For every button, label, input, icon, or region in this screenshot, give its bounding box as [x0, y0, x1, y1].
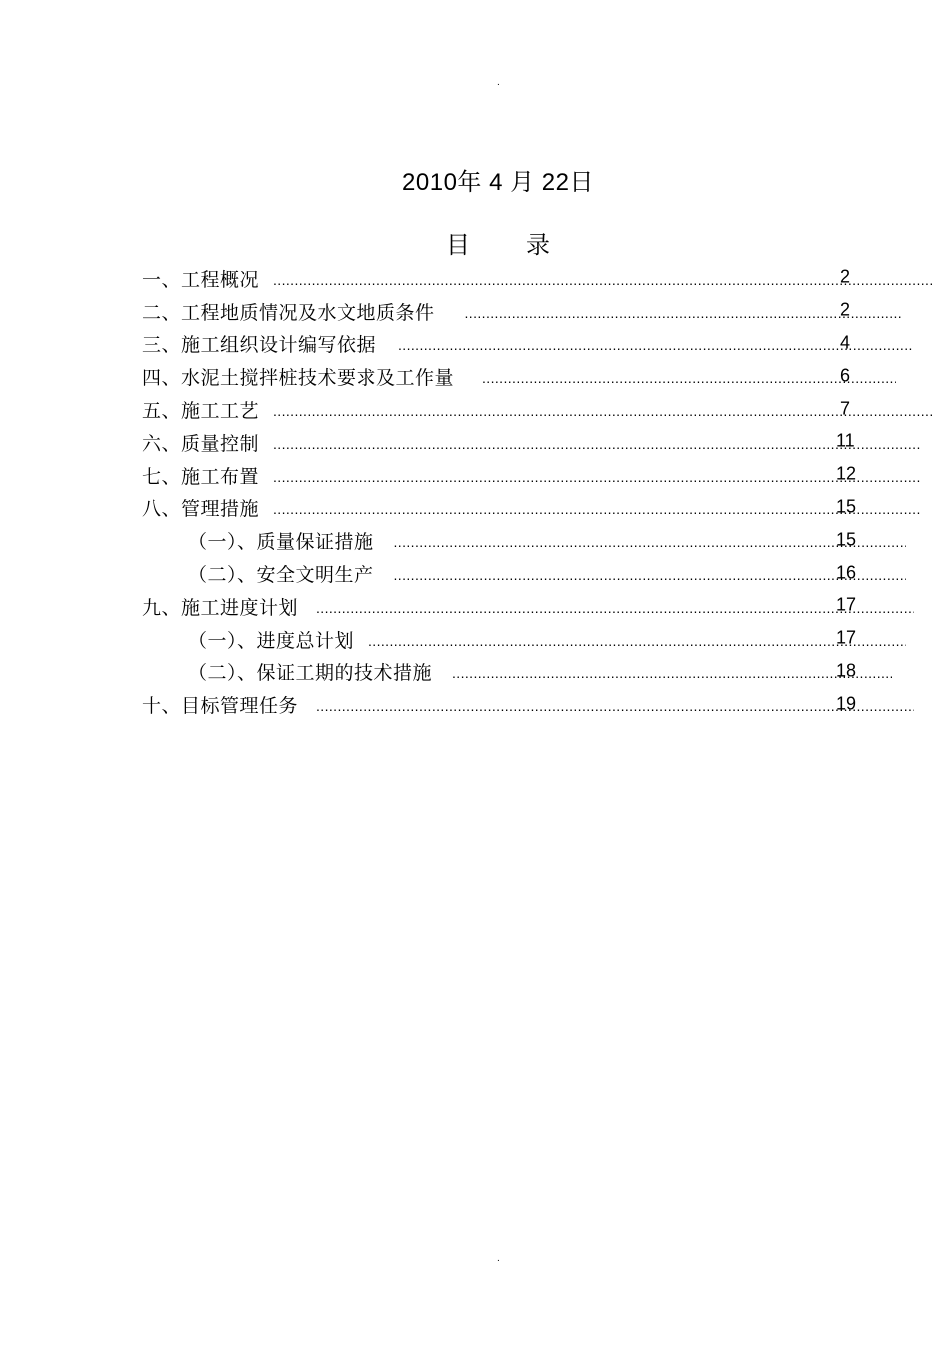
toc-dot-leader — [273, 262, 932, 295]
toc-entry-label: 八、管理措施 — [142, 498, 260, 521]
toc-entry-page: 6 — [840, 365, 851, 386]
toc-dot-leader — [398, 328, 912, 361]
toc-entry-8-1[interactable] — [142, 524, 932, 557]
toc-entry-9-2[interactable] — [142, 656, 932, 689]
toc-entry-7[interactable] — [142, 459, 932, 492]
toc-entry-label: 七、施工布置 — [142, 465, 260, 488]
toc-entry-label: 六、质量控制 — [142, 432, 260, 455]
toc-entry-label: 四、水泥土搅拌桩技术要求及工作量 — [142, 367, 455, 390]
toc-entry-page: 12 — [836, 463, 857, 484]
toc-entry-page: 7 — [840, 398, 851, 419]
toc-dot-leader — [273, 492, 920, 525]
toc-entry-label: （一）、进度总计划 — [188, 629, 355, 652]
toc-entry-label: （一）、质量保证措施 — [188, 531, 374, 554]
header-dot: . — [497, 77, 500, 88]
toc-entry-label: 一、工程概况 — [142, 268, 260, 291]
toc-entry-5[interactable] — [142, 393, 932, 426]
toc-entry-page: 18 — [836, 660, 857, 681]
document-date: 2010年 4 月 22日 — [402, 169, 594, 196]
toc-entry-8[interactable] — [142, 492, 932, 525]
toc-entry-2[interactable] — [142, 295, 932, 328]
toc-entry-page: 15 — [836, 529, 857, 550]
toc-dot-leader — [316, 688, 914, 721]
toc-dot-leader — [394, 557, 906, 590]
toc-entry-page: 2 — [840, 266, 851, 287]
toc-dot-leader — [273, 393, 932, 426]
toc-entry-3[interactable] — [142, 328, 932, 361]
toc-entry-10[interactable] — [142, 688, 932, 721]
toc-dot-leader — [482, 360, 896, 393]
toc-entry-page: 19 — [836, 693, 857, 714]
toc-entry-label: （二）、保证工期的技术措施 — [188, 662, 433, 685]
toc-entry-label: （二）、安全文明生产 — [188, 564, 374, 587]
table-of-contents — [142, 262, 932, 721]
toc-dot-leader — [273, 426, 920, 459]
toc-entry-label: 三、施工组织设计编写依据 — [142, 334, 377, 357]
toc-title: 目录 — [446, 231, 606, 259]
toc-entry-6[interactable] — [142, 426, 932, 459]
toc-entry-page: 4 — [840, 332, 851, 353]
toc-entry-page: 17 — [836, 594, 857, 615]
toc-dot-leader — [368, 623, 906, 656]
toc-entry-1[interactable] — [142, 262, 932, 295]
toc-entry-page: 11 — [836, 430, 855, 451]
toc-entry-9-1[interactable] — [142, 623, 932, 656]
toc-entry-page: 2 — [840, 299, 851, 320]
toc-entry-page: 15 — [836, 496, 857, 517]
toc-entry-9[interactable] — [142, 590, 932, 623]
toc-entry-page: 17 — [836, 627, 857, 648]
toc-entry-4[interactable] — [142, 360, 932, 393]
toc-dot-leader — [452, 656, 892, 689]
toc-entry-label: 二、工程地质情况及水文地质条件 — [142, 301, 435, 324]
toc-entry-8-2[interactable] — [142, 557, 932, 590]
toc-entry-label: 九、施工进度计划 — [142, 596, 299, 619]
toc-dot-leader — [316, 590, 914, 623]
toc-entry-label: 十、目标管理任务 — [142, 695, 299, 718]
footer-dot: . — [497, 1253, 500, 1264]
toc-dot-leader — [273, 459, 920, 492]
toc-dot-leader — [465, 295, 902, 328]
toc-dot-leader — [394, 524, 906, 557]
toc-entry-label: 五、施工工艺 — [142, 400, 260, 423]
toc-entry-page: 16 — [836, 562, 857, 583]
